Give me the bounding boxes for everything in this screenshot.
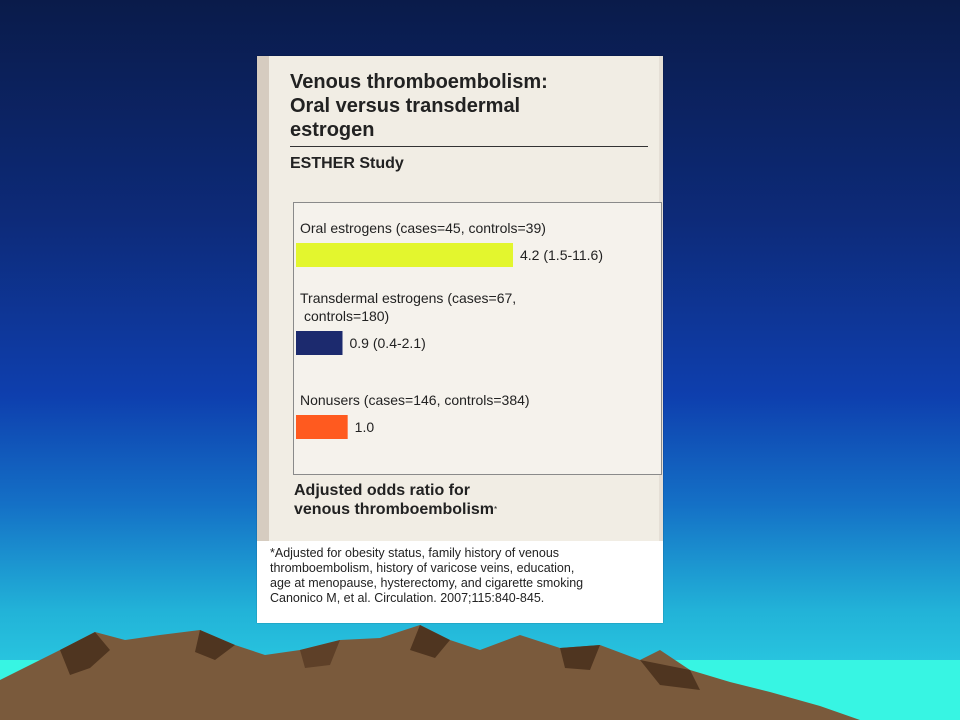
category-label-2-line-1: Transdermal estrogens (cases=67, [300,290,517,306]
chart-x-label [294,481,624,519]
title-line-3: estrogen [290,119,375,141]
category-label-3: Nonusers (cases=146, controls=384) [300,392,530,408]
value-label-2: 0.9 (0.4-2.1) [349,335,426,351]
title-divider [290,146,648,147]
title-line-1: Venous thromboembolism: [290,71,548,93]
footnote-line-3: age at menopause, hysterectomy, and cigarette smoking [270,576,584,590]
mountain-range [0,620,960,720]
citation: Canonico M, et al. Circulation. 2007;115:840-845. [270,591,545,605]
card-edge-stripe [257,56,269,541]
footnote-marker: * [494,505,498,514]
bar-2 [296,331,343,355]
footnote-line-1: *Adjusted for obesity status, family history of venous [270,546,560,560]
value-label-1: 4.2 (1.5-11.6) [520,247,604,263]
footnote-text [270,546,655,606]
bar-1 [296,243,513,267]
chart-title [290,70,650,142]
plot-area [293,202,662,475]
title-line-2: Oral versus transdermal [290,95,521,117]
x-label-line-1: Adjusted odds ratio for [294,482,470,499]
footnote-line-2: thromboembolism, history of varicose veins, education, [270,561,575,575]
study-name: ESTHER Study [290,155,404,172]
value-label-3: 1.0 [354,419,375,435]
chart-card [257,56,663,623]
x-label-line-2: venous thromboembolism [294,501,495,518]
category-label-1: Oral estrogens (cases=45, controls=39) [300,220,546,236]
footnote-panel [257,541,663,623]
bar-3 [296,415,348,439]
category-label-2-line-2: controls=180) [304,308,390,324]
bar-chart [294,203,661,474]
